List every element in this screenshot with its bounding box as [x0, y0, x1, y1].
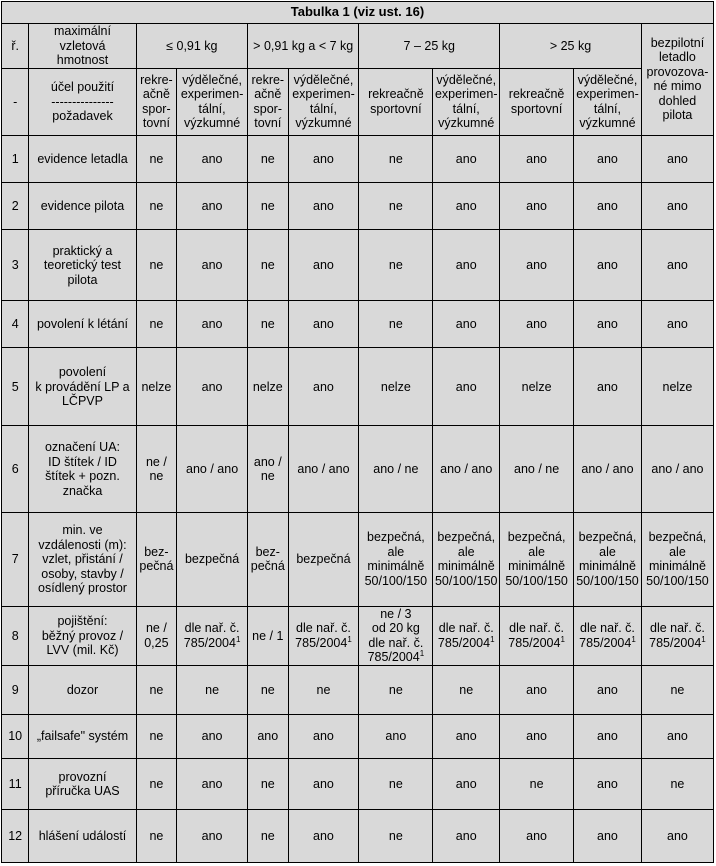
row-requirement: evidence letadla [29, 135, 136, 182]
requirements-table [1, 1, 714, 863]
row-cell [574, 230, 642, 301]
row-cell [288, 135, 359, 182]
header-row-purpose [2, 69, 714, 136]
row-cell [433, 348, 500, 426]
row-cell [359, 512, 433, 606]
row-cell [359, 759, 433, 810]
row-cell [574, 426, 642, 513]
row-cell [433, 606, 500, 666]
footnote-ref: 1 [490, 634, 495, 644]
footnote-ref: 1 [560, 634, 565, 644]
row-cell [248, 512, 289, 606]
cell-value: ano [526, 199, 548, 214]
row-cell [248, 810, 289, 863]
header-sub-5: rekreačně sportovní [359, 69, 433, 136]
row-cell [359, 230, 433, 301]
header-sub-7: rekreačně sportovní [500, 69, 574, 136]
cell-value: ano [597, 317, 618, 332]
table-row [2, 183, 714, 230]
row-cell [248, 714, 289, 758]
row-number: 10 [2, 714, 29, 758]
table-row [2, 666, 714, 714]
cell-value: dle nař. č. 785/2004 [649, 621, 705, 650]
row-cell [359, 135, 433, 182]
cell-value: ano / ano [440, 461, 493, 476]
row-requirement: provozní příručka UAS [29, 759, 136, 810]
cell-value: ne [205, 682, 220, 697]
row-cell [359, 606, 433, 666]
row-cell [248, 348, 289, 426]
row-requirement: označení UA: ID štítek / ID štítek + pozn. značka [29, 426, 136, 513]
cell-value: ano [201, 317, 223, 332]
cell-value: nelze [252, 379, 283, 394]
cell-value: ano [313, 379, 334, 394]
cell-value: ano / ano [651, 461, 704, 476]
row-requirement: min. ve vzdálenosti (m): vzlet, přistání / osoby, stavby / osídlený prostor [29, 512, 136, 606]
row-number: 3 [2, 230, 29, 301]
table-body [2, 135, 714, 862]
cell-value: ano [313, 199, 334, 214]
cell-value: ano [313, 777, 334, 791]
row-cell [574, 512, 642, 606]
row-cell [177, 183, 248, 230]
table-row [2, 230, 714, 301]
cell-value: ano [526, 317, 548, 332]
table-wrapper [1, 1, 714, 863]
table-row [2, 301, 714, 348]
row-cell [641, 348, 713, 426]
cell-value: ano [455, 828, 477, 843]
cell-value: ne [260, 317, 275, 332]
row-cell [500, 348, 574, 426]
cell-value: nelze [141, 379, 172, 394]
cell-value: ano / ano [186, 461, 239, 476]
row-cell [574, 759, 642, 810]
row-number: 1 [2, 135, 29, 182]
row-number: 11 [2, 759, 29, 810]
cell-value: ano [597, 828, 618, 843]
cell-value: bez- pečná [139, 544, 174, 574]
cell-value: ano [597, 258, 618, 273]
header-sub-2: výdělečné, experimen- tální, výzkumné [177, 69, 248, 136]
table-row [2, 135, 714, 182]
row-cell [433, 759, 500, 810]
row-cell [433, 230, 500, 301]
row-cell [288, 810, 359, 863]
cell-value: dle nař. č. 785/2004 [295, 621, 351, 650]
cell-value: ne [260, 258, 275, 273]
row-cell [177, 230, 248, 301]
cell-value: ano [201, 828, 223, 843]
row-cell [500, 426, 574, 513]
row-cell [248, 426, 289, 513]
cell-value: ano [526, 682, 548, 697]
header-sub-1: rekre- ačně spor- tovní [136, 69, 177, 136]
cell-value: ne [149, 777, 164, 791]
row-cell [500, 230, 574, 301]
row-cell [177, 810, 248, 863]
cell-value: ano [455, 258, 477, 273]
row-cell [288, 301, 359, 348]
cell-value: ano / ne [253, 454, 282, 484]
header-bvlos: bezpilotní letadlo provozova- né mimo dohled pilota [641, 24, 713, 135]
row-cell [136, 512, 177, 606]
cell-value: ne [260, 151, 275, 166]
cell-value: ne [149, 151, 164, 166]
row-cell [500, 714, 574, 758]
row-cell [136, 230, 177, 301]
cell-value: ano [455, 317, 477, 332]
cell-value: ne [149, 317, 164, 332]
header-sub-4: výdělečné, experimen- tální, výzkumné [288, 69, 359, 136]
cell-value: ne [260, 199, 275, 214]
row-number: 7 [2, 512, 29, 606]
row-requirement: pojištění: běžný provoz / LVV (mil. Kč) [29, 606, 136, 666]
row-cell [500, 759, 574, 810]
table-row [2, 759, 714, 810]
row-requirement: povolení k provádění LP a LČPVP [29, 348, 136, 426]
row-cell [359, 714, 433, 758]
table-title: Tabulka 1 (viz ust. 16) [2, 2, 714, 24]
row-cell [574, 810, 642, 863]
cell-value: ne [149, 729, 164, 744]
header-purpose: účel použití --------------- požadavek [29, 69, 136, 136]
row-cell [641, 301, 713, 348]
row-cell [433, 426, 500, 513]
row-cell [641, 810, 713, 863]
row-cell [177, 666, 248, 714]
table-row [2, 426, 714, 513]
cell-value: nelze [380, 379, 411, 394]
cell-value: ne [149, 828, 164, 843]
cell-value: ne [388, 258, 403, 273]
row-cell [136, 759, 177, 810]
row-cell [574, 301, 642, 348]
header-sub-6: výdělečné, experimen- tální, výzkumné [433, 69, 500, 136]
row-cell [433, 301, 500, 348]
row-cell [641, 183, 713, 230]
table-row [2, 714, 714, 758]
row-cell [500, 666, 574, 714]
cell-value: ano [313, 258, 334, 273]
row-cell [641, 714, 713, 758]
row-requirement: evidence pilota [29, 183, 136, 230]
cell-value: nelze [662, 379, 693, 394]
cell-value: bezpečná, ale minimálně 50/100/150 [576, 530, 639, 588]
cell-value: ano [313, 317, 334, 332]
row-cell [641, 759, 713, 810]
title-row [2, 2, 714, 24]
row-cell [136, 810, 177, 863]
cell-value: ano [455, 199, 477, 214]
row-cell [288, 183, 359, 230]
row-cell [177, 759, 248, 810]
row-cell [248, 301, 289, 348]
row-cell [641, 230, 713, 301]
row-cell [136, 301, 177, 348]
cell-value: ano [455, 379, 477, 394]
cell-value: ano [257, 729, 279, 744]
cell-value: ne [388, 777, 403, 791]
row-cell [136, 426, 177, 513]
cell-value: ano [667, 199, 688, 214]
cell-value: ne [260, 828, 275, 843]
cell-value: ano [313, 729, 334, 744]
cell-value: ne [149, 258, 164, 273]
row-cell [288, 714, 359, 758]
row-cell [433, 810, 500, 863]
cell-value: bez- pečná [250, 544, 285, 574]
cell-value: ano [385, 729, 407, 744]
footnote-ref: 1 [235, 634, 241, 644]
row-cell [641, 666, 713, 714]
row-cell [288, 666, 359, 714]
cell-value: ano [597, 729, 618, 744]
row-cell [359, 183, 433, 230]
header-sub-3: rekre- ačně spor- tovní [248, 69, 289, 136]
cell-value: ano [667, 317, 688, 332]
table-row [2, 606, 714, 666]
row-cell [177, 606, 248, 666]
header-class-3: 7 – 25 kg [359, 24, 500, 69]
cell-value: ne / 3 od 20 kg dle nař. č. 785/2004 [367, 606, 424, 665]
cell-value: ano / ne [514, 461, 560, 476]
cell-value: ano [455, 151, 477, 166]
row-cell [248, 606, 289, 666]
cell-value: ne / 1 [252, 628, 284, 643]
row-cell [574, 606, 642, 666]
cell-value: ano [667, 151, 688, 166]
cell-value: ne [388, 317, 403, 332]
cell-value: ne / 0,25 [144, 621, 169, 650]
row-cell [177, 301, 248, 348]
cell-value: ne [388, 828, 403, 843]
footnote-ref: 1 [631, 634, 636, 644]
row-cell [500, 183, 574, 230]
row-cell [574, 348, 642, 426]
cell-value: bezpečná, ale minimálně 50/100/150 [434, 530, 498, 588]
row-requirement: povolení k létání [29, 301, 136, 348]
cell-value: ano [313, 828, 334, 843]
row-cell [248, 230, 289, 301]
row-cell [248, 759, 289, 810]
cell-value: bezpečná [184, 552, 240, 567]
cell-value: ne [260, 777, 275, 791]
cell-value: ano [313, 151, 334, 166]
row-number: 5 [2, 348, 29, 426]
header-class-2: > 0,91 kg a < 7 kg [248, 24, 359, 69]
table-row [2, 348, 714, 426]
cell-value: dle nař. č. 785/2004 [579, 621, 635, 650]
cell-value: ano [597, 199, 618, 214]
row-cell [500, 135, 574, 182]
row-cell [248, 135, 289, 182]
row-cell [500, 606, 574, 666]
row-cell [288, 759, 359, 810]
cell-value: ano [667, 729, 688, 744]
row-cell [574, 666, 642, 714]
cell-value: dle nař. č. 785/2004 [183, 621, 240, 650]
row-number: 12 [2, 810, 29, 863]
row-cell [248, 183, 289, 230]
row-cell [433, 666, 500, 714]
header-row-number: ř. [2, 24, 29, 69]
row-number: 2 [2, 183, 29, 230]
row-cell [433, 512, 500, 606]
row-cell [433, 714, 500, 758]
cell-value: ano [526, 828, 548, 843]
row-cell [177, 714, 248, 758]
cell-value: ano / ne [373, 461, 419, 476]
row-cell [177, 135, 248, 182]
cell-value: ne [670, 777, 685, 791]
cell-value: ne [149, 682, 164, 697]
cell-value: ano [201, 777, 223, 791]
table-row [2, 512, 714, 606]
row-number: 4 [2, 301, 29, 348]
cell-value: ne [459, 682, 474, 697]
row-number: 8 [2, 606, 29, 666]
header-sub-8: výdělečné, experimen- tální, výzkumné [574, 69, 642, 136]
cell-value: ne / ne [145, 454, 167, 484]
cell-value: ano [201, 199, 223, 214]
row-cell [177, 348, 248, 426]
row-cell [574, 183, 642, 230]
cell-value: dle nař. č. 785/2004 [437, 621, 494, 650]
cell-value: bezpečná, ale minimálně 50/100/150 [646, 530, 709, 588]
row-requirement: hlášení událostí [29, 810, 136, 863]
header-max-mass: maximální vzletová hmotnost [29, 24, 136, 69]
cell-value: ano / ano [297, 461, 350, 476]
row-cell [500, 512, 574, 606]
row-cell [288, 348, 359, 426]
cell-value: ano [455, 729, 477, 744]
cell-value: ne [529, 777, 544, 791]
cell-value: ano [526, 258, 548, 273]
row-requirement: dozor [29, 666, 136, 714]
row-cell [641, 135, 713, 182]
cell-value: ano [667, 258, 688, 273]
cell-value: dle nař. č. 785/2004 [508, 621, 565, 650]
cell-value: bezpečná, ale minimálně 50/100/150 [505, 530, 568, 588]
cell-value: ano [201, 729, 223, 744]
cell-value: ne [149, 199, 164, 214]
row-cell [248, 666, 289, 714]
row-cell [136, 348, 177, 426]
row-cell [136, 714, 177, 758]
footnote-ref: 1 [347, 634, 352, 644]
cell-value: ne [388, 682, 403, 697]
cell-value: bezpečná [296, 552, 351, 567]
cell-value: ano [667, 828, 688, 843]
cell-value: ano [201, 379, 223, 394]
row-cell [500, 810, 574, 863]
cell-value: bezpečná, ale minimálně 50/100/150 [364, 530, 428, 588]
table-row [2, 810, 714, 863]
row-cell [359, 810, 433, 863]
cell-value: ano [455, 777, 477, 791]
row-cell [641, 426, 713, 513]
cell-value: ano [597, 379, 618, 394]
header-class-4: > 25 kg [500, 24, 642, 69]
footnote-ref: 1 [419, 649, 425, 659]
row-cell [288, 230, 359, 301]
row-requirement: „failsafe" systém [29, 714, 136, 758]
row-cell [359, 301, 433, 348]
row-cell [433, 183, 500, 230]
row-cell [288, 606, 359, 666]
footnote-ref: 1 [701, 634, 706, 644]
header-class-1: ≤ 0,91 kg [136, 24, 247, 69]
cell-value: nelze [521, 379, 552, 394]
cell-value: ano [526, 729, 548, 744]
cell-value: ne [670, 682, 685, 697]
row-cell [288, 426, 359, 513]
row-cell [136, 135, 177, 182]
row-cell [136, 666, 177, 714]
cell-value: ano [201, 258, 223, 273]
row-cell [288, 512, 359, 606]
cell-value: ano [597, 682, 618, 697]
cell-value: ne [388, 199, 403, 214]
row-number: 6 [2, 426, 29, 513]
row-cell [500, 301, 574, 348]
row-cell [136, 606, 177, 666]
cell-value: ano [526, 151, 548, 166]
cell-value: ne [260, 682, 275, 697]
row-cell [641, 512, 713, 606]
row-number: 9 [2, 666, 29, 714]
cell-value: ne [316, 682, 331, 697]
row-cell [574, 714, 642, 758]
row-cell [359, 348, 433, 426]
row-cell [359, 426, 433, 513]
row-cell [433, 135, 500, 182]
row-requirement: praktický a teoretický test pilota [29, 230, 136, 301]
row-cell [359, 666, 433, 714]
cell-value: ano [201, 151, 223, 166]
cell-value: ano [597, 151, 618, 166]
row-cell [177, 512, 248, 606]
row-cell [641, 606, 713, 666]
cell-value: ne [388, 151, 403, 166]
header-row-dash: - [2, 69, 29, 136]
row-cell [136, 183, 177, 230]
header-row-mass [2, 24, 714, 69]
row-cell [574, 135, 642, 182]
row-cell [177, 426, 248, 513]
cell-value: ano [597, 777, 618, 791]
cell-value: ano / ano [581, 461, 634, 476]
